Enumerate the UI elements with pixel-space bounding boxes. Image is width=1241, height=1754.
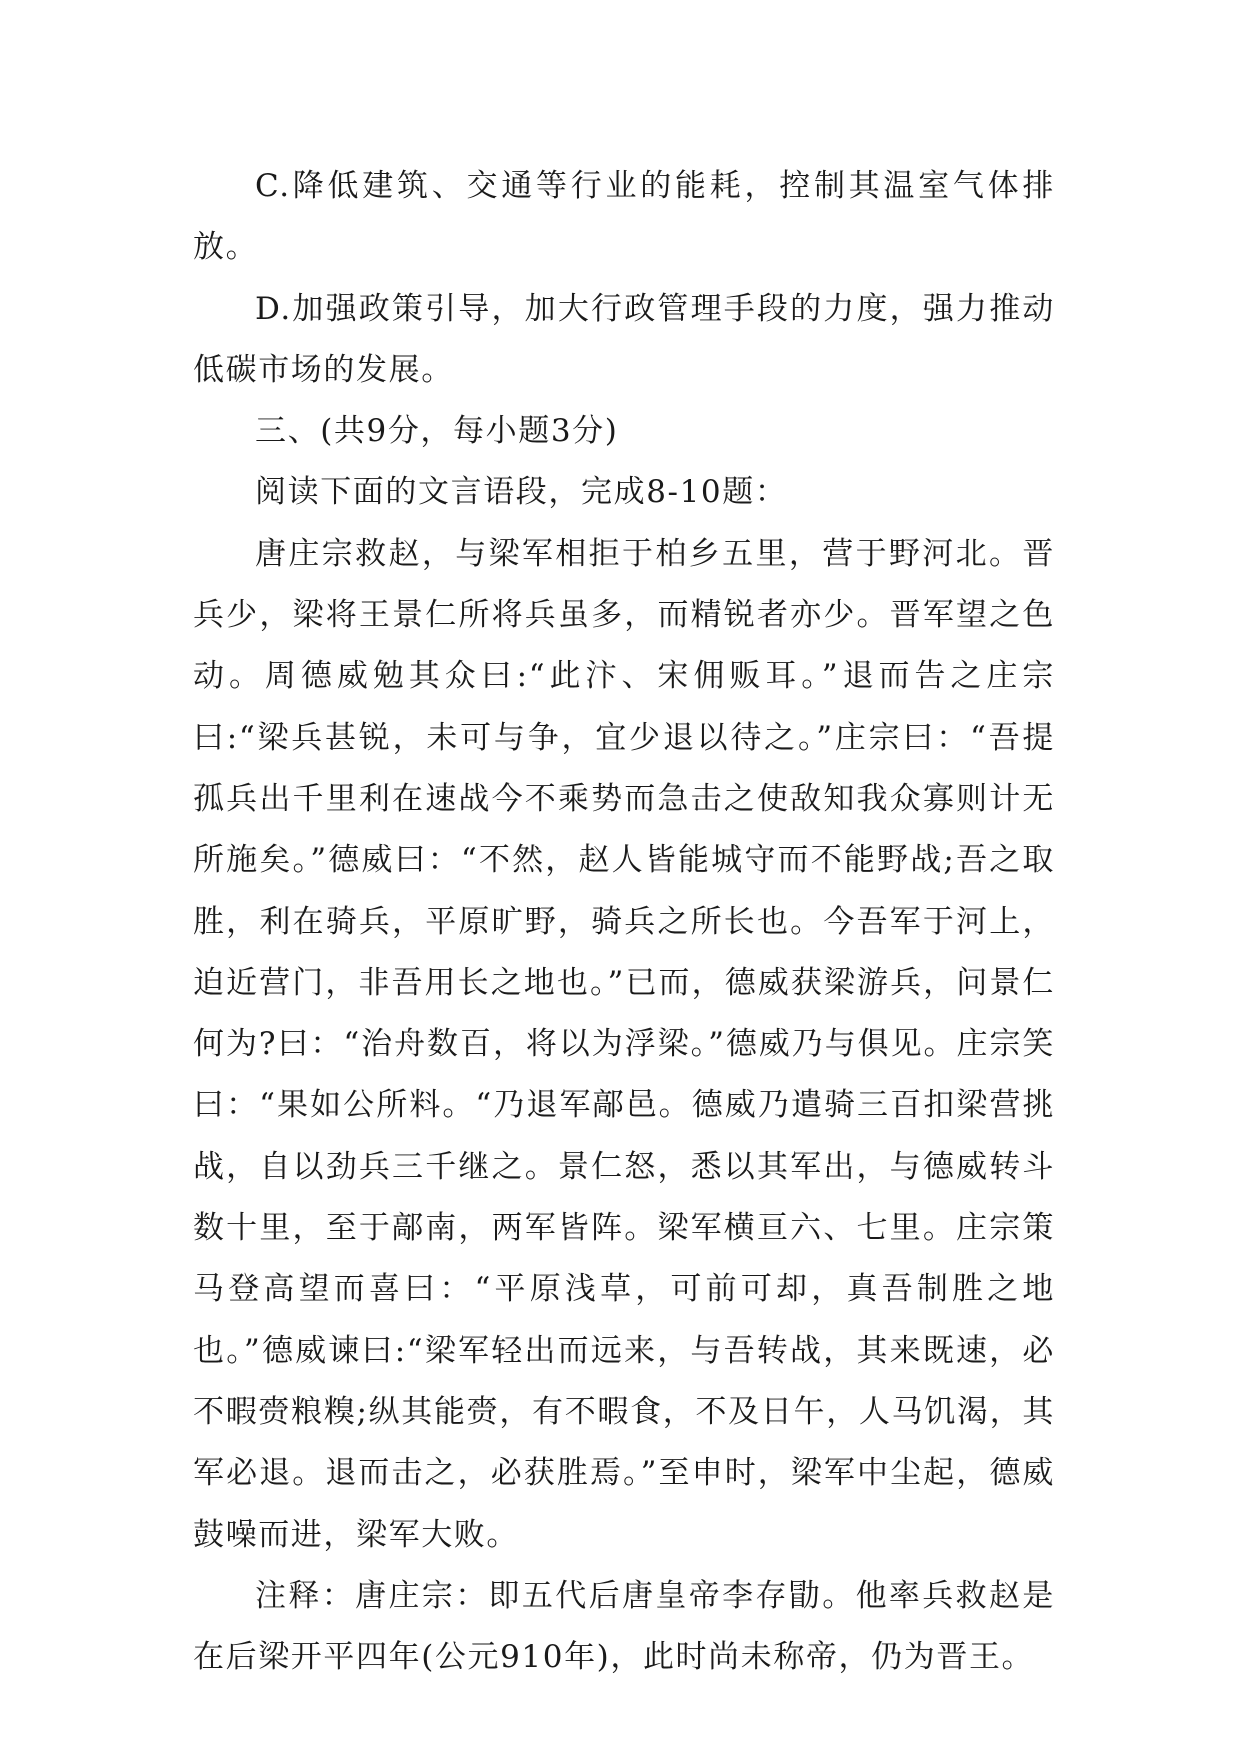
instruction: 阅读下面的文言语段，完成8-10题：	[255, 474, 788, 511]
section-heading: 三、(共9分，每小题3分)	[255, 413, 619, 450]
option-d: D.加强政策引导，加大行政管理手段的力度，强力推动低碳市场的发展。	[193, 290, 1055, 388]
classical-passage: 唐庄宗救赵，与梁军相拒于柏乡五里，营于野河北。晋兵少，梁将王景仁所将兵虽多，而精锐者亦少。晋军望之色动。周德威勉其众曰:“此汴、宋佣贩耳。”退而告之庄宗曰:“梁兵甚锐，未可与争，宜少退以待之。”庄宗曰：“吾提孤兵出千里利在速战今不乘势而急击之使敌知我众寡则计无所施矣。”德威曰：“不然，赵人皆能城守而不能野战;吾之取胜，利在骑兵，平原旷野，骑兵之所长也。今吾军于河上，迫近营门，非吾用长之地也。”已而，德威获梁游兵，问景仁何为?曰：“治舟数百，将以为浮梁。”德威乃与俱见。庄宗笑曰：“果如公所料。“乃退军鄗邑。德威乃遣骑三百扣梁营挑战，自以劲兵三千继之。景仁怒，悉以其军出，与德威转斗数十里，至于鄗南，两军皆阵。梁军横亘六、七里。庄宗策马登高望而喜曰：“平原浅草，可前可却，真吾制胜之地也。”德威谏曰:“梁军轻出而远来，与吾转战，其来既速，必不暇赍粮糗;纵其能赍，有不暇食，不及日午，人马饥渴，其军必退。退而击之，必获胜焉。”至申时，梁军中尘起，德威鼓噪而进，梁军大败。	[193, 535, 1055, 1553]
annotation-note: 注释：唐庄宗：即五代后唐皇帝李存勖。他率兵救赵是在后梁开平四年(公元910年)，此时尚未称帝，仍为晋王。	[193, 1577, 1055, 1676]
option-c: C.降低建筑、交通等行业的能耗，控制其温室气体排放。	[193, 168, 1055, 266]
body-text	[193, 156, 1055, 1688]
